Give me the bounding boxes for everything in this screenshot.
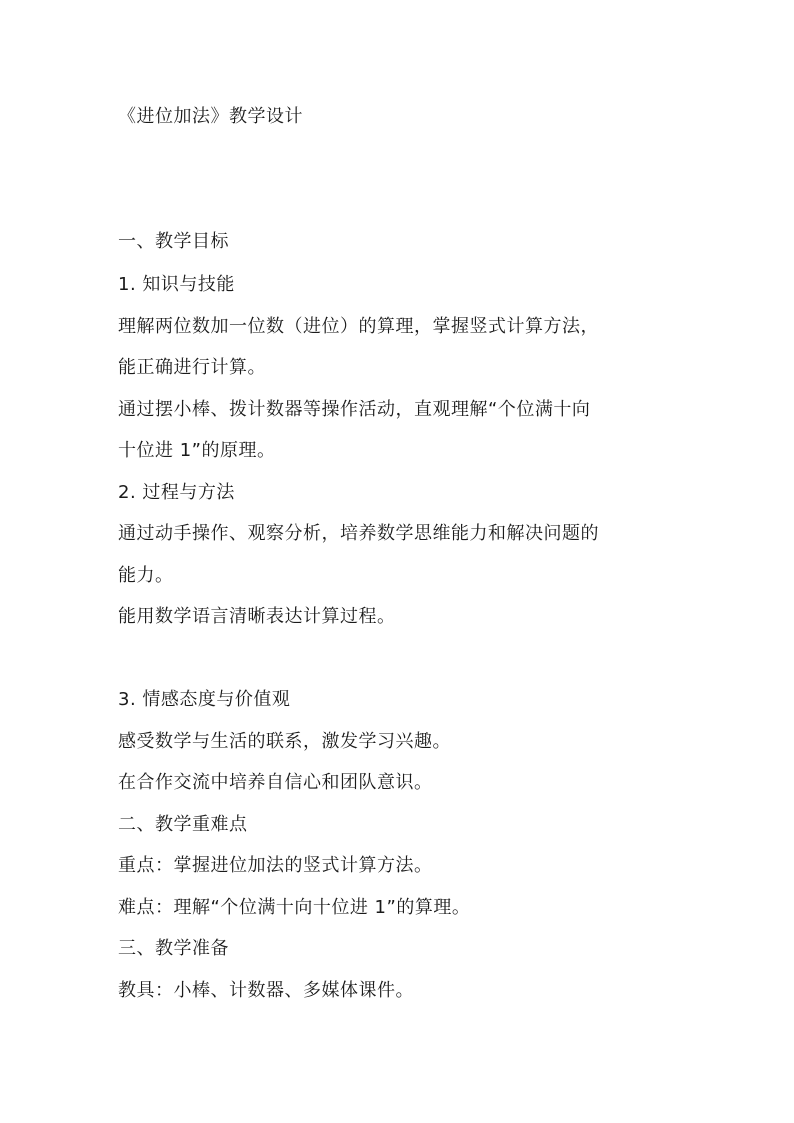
section-heading-goals: 一、教学目标 bbox=[118, 231, 229, 252]
paragraph-line: 能用数学语言清晰表达计算过程。 bbox=[118, 606, 396, 627]
paragraph-line: 教具：小棒、计数器、多媒体课件。 bbox=[118, 980, 414, 1001]
subheading-knowledge-skills: 1. 知识与技能 bbox=[118, 274, 235, 295]
paragraph-line: 理解两位数加一位数（进位）的算理，掌握竖式计算方法， bbox=[118, 316, 599, 337]
subheading-process-methods: 2. 过程与方法 bbox=[118, 482, 235, 503]
paragraph-line: 能力。 bbox=[118, 565, 174, 586]
paragraph-line: 在合作交流中培养自信心和团队意识。 bbox=[118, 772, 433, 793]
section-heading-preparation: 三、教学准备 bbox=[118, 938, 229, 959]
paragraph-line: 通过动手操作、观察分析，培养数学思维能力和解决问题的 bbox=[118, 523, 599, 544]
paragraph-line: 能正确进行计算。 bbox=[118, 357, 266, 378]
document-title: 《进位加法》教学设计 bbox=[118, 106, 303, 127]
paragraph-line: 难点：理解“个位满十向十位进 1”的算理。 bbox=[118, 897, 471, 918]
paragraph-line: 通过摆小棒、拨计数器等操作活动，直观理解“个位满十向 bbox=[118, 399, 591, 420]
paragraph-line: 十位进 1”的原理。 bbox=[118, 440, 276, 461]
paragraph-line: 感受数学与生活的联系，激发学习兴趣。 bbox=[118, 731, 451, 752]
section-heading-key-points: 二、教学重难点 bbox=[118, 814, 248, 835]
subheading-values: 3. 情感态度与价值观 bbox=[118, 689, 291, 710]
paragraph-line: 重点：掌握进位加法的竖式计算方法。 bbox=[118, 855, 433, 876]
